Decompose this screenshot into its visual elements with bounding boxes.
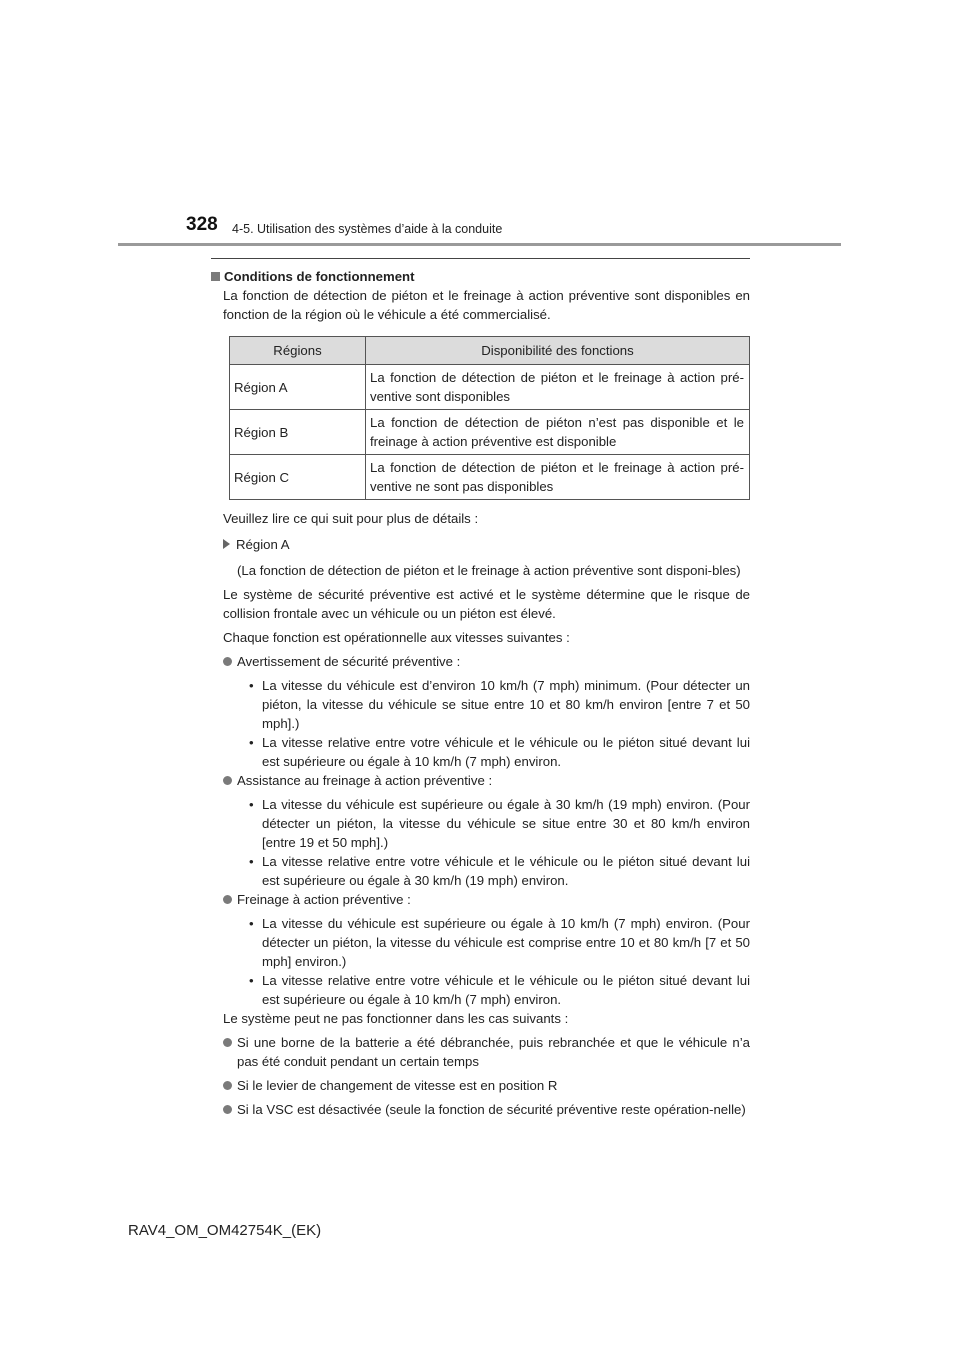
function-condition-text: La vitesse du véhicule est supérieure ou égale à 10 km/h (7 mph) environ. (Pour détecter un piéton, la vitesse du véhicule est comprise entre 10 et 80 km/h [7 et 50 mph] environ.) bbox=[262, 916, 750, 969]
function-condition: • La vitesse du véhicule est supérieure ou égale à 30 km/h (19 mph) environ. (Pour détecter un piéton, la vitesse du véhicule se situe entre 30 et 80 km/h environ [entre 19 et 50 mph].) bbox=[249, 797, 750, 850]
intro-paragraph: La fonction de détection de piéton et le freinage à action préventive sont disponibles en fonction de la région où le véhicule a été commercialisé. bbox=[223, 288, 750, 322]
function-condition: • La vitesse du véhicule est supérieure ou égale à 10 km/h (7 mph) environ. (Pour détecter un piéton, la vitesse du véhicule est comprise entre 10 et 80 km/h [7 et 50 mph] environ.) bbox=[249, 916, 750, 969]
function-block bbox=[211, 652, 750, 771]
document-code: RAV4_OM_OM42754K_(EK) bbox=[128, 1222, 322, 1239]
table-row bbox=[230, 410, 750, 455]
function-condition-text: La vitesse relative entre votre véhicule et le véhicule ou le piéton situé devant lui est supérieure ou égale à 10 km/h (7 mph) environ. bbox=[262, 735, 750, 769]
round-bullet-icon bbox=[223, 776, 232, 785]
table-cell-availability: La fonction de détection de piéton n’est pas disponible et le freinage à action préventive est disponible bbox=[366, 410, 750, 455]
function-title bbox=[223, 771, 750, 790]
table-header-regions: Régions bbox=[230, 337, 366, 365]
activation-paragraph: Le système de sécurité préventive est activé et le système détermine que le risque de collision frontale avec un véhicule ou un piéton est élevé. bbox=[223, 587, 750, 621]
read-more-text: Veuillez lire ce qui suit pour plus de détails : bbox=[223, 511, 479, 526]
table-cell-region: Région B bbox=[230, 410, 366, 455]
section-heading-text: Conditions de fonctionnement bbox=[224, 269, 415, 284]
round-bullet-icon bbox=[223, 657, 232, 666]
page-number: 328 bbox=[186, 214, 218, 235]
limitation-text: Si le levier de changement de vitesse est en position R bbox=[237, 1078, 558, 1093]
limitations-intro: Le système peut ne pas fonctionner dans les cas suivants : bbox=[223, 1011, 569, 1026]
function-condition: • La vitesse du véhicule est d’environ 10 km/h (7 mph) minimum. (Pour détecter un piéton, la vitesse du véhicule se situe entre 10 et 80 km/h environ [entre 7 et 50 mph].) bbox=[249, 678, 750, 731]
region-a-label-text: Région A bbox=[236, 537, 290, 552]
limitation-text: Si la VSC est désactivée (seule la fonction de sécurité préventive reste opération-nelle) bbox=[237, 1102, 746, 1117]
function-condition-text: La vitesse relative entre votre véhicule et le véhicule ou le piéton situé devant lui est supérieure ou égale à 30 km/h (19 mph) environ. bbox=[262, 854, 750, 888]
function-title bbox=[223, 890, 750, 909]
region-a-note: (La fonction de détection de piéton et le freinage à action préventive sont disponi-bles) bbox=[237, 563, 741, 578]
table-cell-region: Région C bbox=[230, 455, 366, 500]
square-bullet-icon bbox=[211, 272, 220, 281]
round-bullet-icon bbox=[223, 895, 232, 904]
round-bullet-icon bbox=[223, 1038, 232, 1047]
function-title-text: Avertissement de sécurité préventive : bbox=[237, 654, 461, 669]
section-divider bbox=[211, 258, 750, 259]
region-a-label bbox=[211, 535, 750, 554]
table-row bbox=[230, 365, 750, 410]
table-row bbox=[230, 455, 750, 500]
speeds-intro: Chaque fonction est opérationnelle aux vitesses suivantes : bbox=[223, 630, 570, 645]
triangle-arrow-icon bbox=[223, 539, 230, 549]
function-title-text: Freinage à action préventive : bbox=[237, 892, 411, 907]
round-bullet-icon bbox=[223, 1105, 232, 1114]
table-cell-availability: La fonction de détection de piéton et le freinage à action pré-ventive sont disponibles bbox=[366, 365, 750, 410]
table-cell-availability: La fonction de détection de piéton et le freinage à action pré-ventive ne sont pas disponibles bbox=[366, 455, 750, 500]
limitation-item bbox=[211, 1033, 750, 1071]
limitation-item bbox=[211, 1100, 750, 1119]
section-title: 4-5. Utilisation des systèmes d’aide à la conduite bbox=[232, 222, 503, 236]
round-bullet-icon bbox=[223, 1081, 232, 1090]
function-title-text: Assistance au freinage à action préventive : bbox=[237, 773, 493, 788]
function-condition-text: La vitesse relative entre votre véhicule et le véhicule ou le piéton situé devant lui est supérieure ou égale à 10 km/h (7 mph) environ. bbox=[262, 973, 750, 1007]
function-title bbox=[223, 652, 750, 671]
section-heading bbox=[211, 267, 750, 286]
function-condition: • La vitesse relative entre votre véhicule et le véhicule ou le piéton situé devant lui est supérieure ou égale à 30 km/h (19 mph) environ. bbox=[249, 854, 750, 888]
function-condition: • La vitesse relative entre votre véhicule et le véhicule ou le piéton situé devant lui est supérieure ou égale à 10 km/h (7 mph) environ. bbox=[249, 973, 750, 1007]
main-content bbox=[211, 258, 750, 1119]
limitation-text: Si une borne de la batterie a été débranchée, puis rebranchée et que le véhicule n’a pas été conduit pendant un certain temps bbox=[237, 1035, 750, 1069]
table-header-row bbox=[230, 337, 750, 365]
table-header-availability: Disponibilité des fonctions bbox=[366, 337, 750, 365]
function-block bbox=[211, 771, 750, 890]
function-block bbox=[211, 890, 750, 1009]
table-cell-region: Région A bbox=[230, 365, 366, 410]
header-divider bbox=[118, 243, 841, 246]
limitation-item bbox=[211, 1076, 750, 1095]
function-condition-text: La vitesse du véhicule est supérieure ou égale à 30 km/h (19 mph) environ. (Pour détecter un piéton, la vitesse du véhicule se situe entre 30 et 80 km/h environ [entre 19 et 50 mph].) bbox=[262, 797, 750, 850]
function-condition-text: La vitesse du véhicule est d’environ 10 km/h (7 mph) minimum. (Pour détecter un piéton, la vitesse du véhicule se situe entre 10 et 80 km/h environ [entre 7 et 50 mph].) bbox=[262, 678, 750, 731]
function-condition: • La vitesse relative entre votre véhicule et le véhicule ou le piéton situé devant lui est supérieure ou égale à 10 km/h (7 mph) environ. bbox=[249, 735, 750, 769]
region-table bbox=[229, 336, 750, 500]
